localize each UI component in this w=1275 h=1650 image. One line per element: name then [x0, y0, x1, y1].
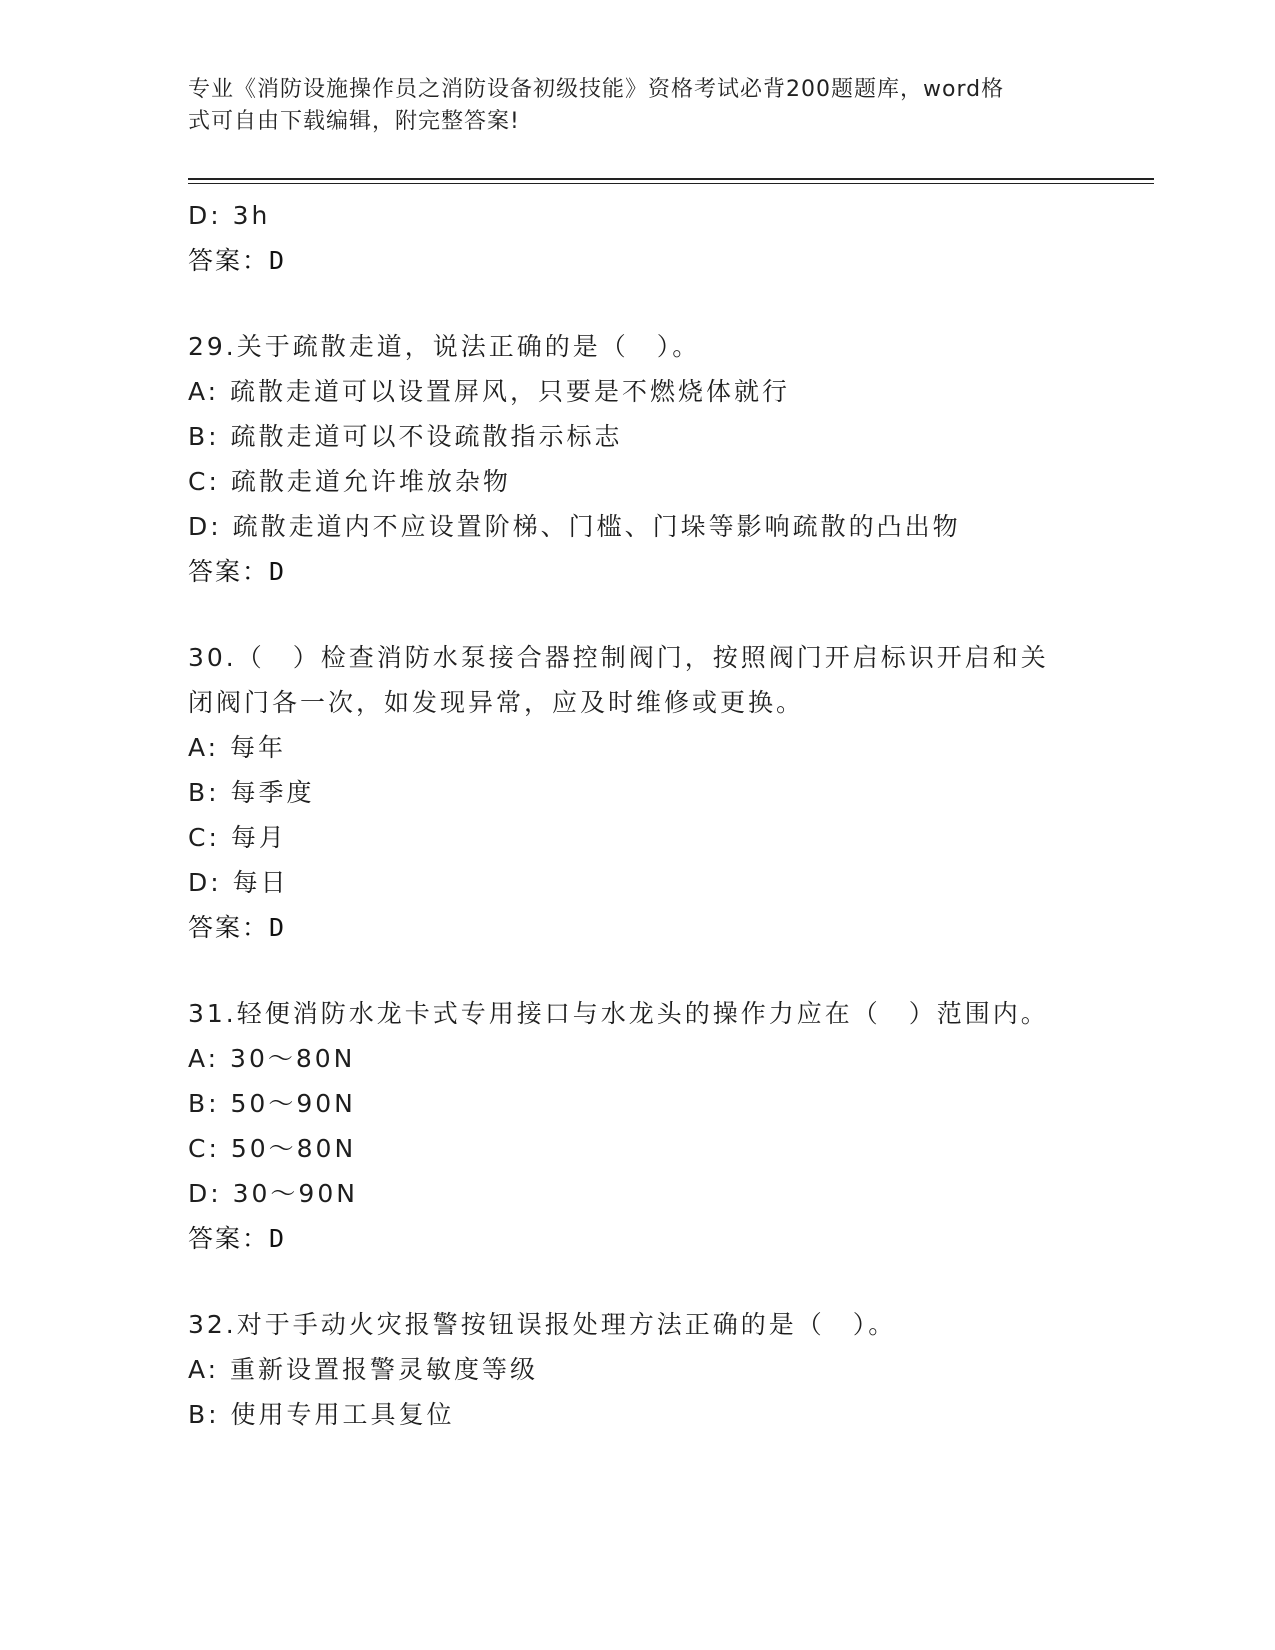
option-b: B: 使用专用工具复位 — [188, 1400, 455, 1429]
question-block-28-tail — [188, 193, 1088, 283]
answer-line: 答案：D — [188, 557, 287, 586]
option-a: A: 疏散走道可以设置屏风，只要是不燃烧体就行 — [188, 377, 791, 406]
answer-line: 答案：D — [188, 246, 287, 275]
option-a: A: 重新设置报警灵敏度等级 — [188, 1355, 539, 1384]
header-divider-thick — [188, 178, 1154, 180]
question-text-line-1: 30.（ ）检查消防水泵接合器控制阀门，按照阀门开启标识开启和关 — [188, 643, 1049, 672]
option-b: B: 50～90N — [188, 1089, 356, 1118]
question-block-32 — [188, 1302, 1088, 1437]
answer-line: 答案：D — [188, 1224, 287, 1253]
option-a: A: 30～80N — [188, 1044, 356, 1073]
option-d: D: 3h — [188, 201, 271, 230]
question-block-30 — [188, 635, 1088, 950]
option-b: B: 疏散走道可以不设疏散指示标志 — [188, 422, 623, 451]
option-d: D: 30～90N — [188, 1179, 358, 1208]
question-text: 31.轻便消防水龙卡式专用接口与水龙头的操作力应在（ ）范围内。 — [188, 999, 1049, 1028]
option-c: C: 疏散走道允许堆放杂物 — [188, 467, 511, 496]
question-text: 29.关于疏散走道，说法正确的是（ ）。 — [188, 332, 701, 361]
header-divider-thin — [188, 183, 1154, 184]
header-line-1: 专业《消防设施操作员之消防设备初级技能》资格考试必背200题题库，word格 — [188, 77, 1005, 102]
question-text-line-2: 闭阀门各一次，如发现异常，应及时维修或更换。 — [188, 688, 805, 717]
question-block-29 — [188, 324, 1088, 594]
question-text: 32.对于手动火灾报警按钮误报处理方法正确的是（ ）。 — [188, 1310, 897, 1339]
question-block-31 — [188, 991, 1088, 1261]
option-b: B: 每季度 — [188, 778, 315, 807]
question-list — [188, 193, 1088, 1437]
answer-line: 答案：D — [188, 913, 287, 942]
option-d: D: 每日 — [188, 868, 289, 897]
document-header — [188, 74, 1088, 138]
option-c: C: 每月 — [188, 823, 287, 852]
option-c: C: 50～80N — [188, 1134, 357, 1163]
option-d: D: 疏散走道内不应设置阶梯、门槛、门垛等影响疏散的凸出物 — [188, 512, 961, 541]
header-line-2: 式可自由下载编辑，附完整答案! — [188, 109, 520, 134]
option-a: A: 每年 — [188, 733, 287, 762]
